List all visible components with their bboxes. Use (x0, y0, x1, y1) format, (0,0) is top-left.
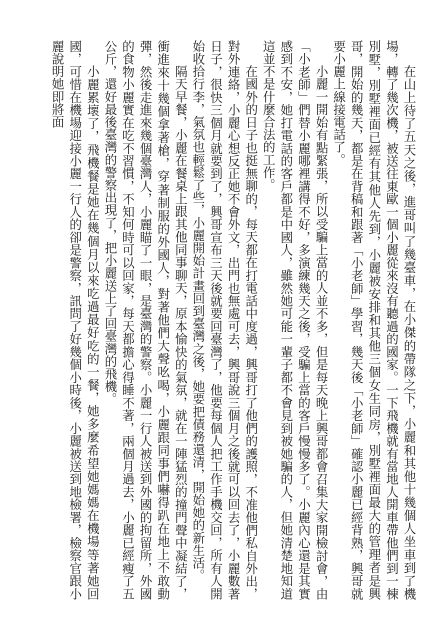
paragraph: 在山上待了五天之後，進哥叫了幾臺車，在小傑的帶隊之下，小麗和其他十幾個人坐車到了機場，轉了幾次機，被送往東歐一個小麗從來沒有聽過的國家。一下飛機就有當地人開車帶他們到一棟別墅，別墅裡面已經有其他人先到，小麗被安排和其他三個女生同房，別墅裡面最大的管理者是興哥，開始的幾天，都是在背稿和跟著「小老師」學習，幾天後「小老師」確認小麗已經背熟，興哥就要小麗上線接電話了。 (331, 40, 417, 600)
paragraph: 小麗累壞了，飛機餐是她在幾個月以來吃過最好吃的一餐，她多麼希望她媽媽在機場等著她回國，可惜在機場迎接小麗一行人的卻是警察，訊問了好幾個小時後，小麗被送到地檢署，檢察官跟小麗說明她即將面 (50, 40, 101, 600)
paragraph: 隔天早餐，小麗在餐桌上跟其他同事聊天，原本愉快的氣氛，就在一陣猛烈的撞門聲中凝結了，衝進來十幾個拿著槍，穿著制服的外國人，對著他們大聲吆喝，小麗跟同事們嚇得趴在地上不敢動彈，然後走進來幾個臺灣人，小麗瞄了一眼，是臺灣的警察。小麗一行人被送到外國的拘留所，外國的食物小麗實在吃不習慣，不知何時可以回家，每天都擔心得睡不著，兩個月過去，小麗已經瘦了五公斤，還好最後臺灣的警察出現了，把小麗送上了回臺灣的飛機。 (102, 40, 189, 600)
paragraph: 小麗一開始有點緊張，所以受騙上當的人並不多，但是每天晚上興哥都會召集大家開檢討會，由「小老師」們替小麗哪裡講得不好，多演練幾天之後，受騙上當的客戶慢慢多了。小麗內心還是其實感到不安，她打電話的客戶都是中國人，雖然她可能一輩子都不會見到被她騙的人，但她清楚地知道這並不是什麼合法的工作。 (261, 40, 330, 600)
vertical-text-body (22, 40, 418, 600)
paragraph: 在國外的日子也挺無聊的，每天都在打電話中度過，興哥打了他們的護照，不准他們私自外出，對外連絡，小麗心想反正她不會外文，出門也無處可去，興哥說三個月之後就可以回去了，小麗數著日子，很快三個月就要到了，興哥宣布三天後就要回臺灣了，他要每個人把工作手機交回，所有人開始收拾行李，氣氛也輕鬆了些，小麗開始計畫回到臺灣之後，她要把債務還清，開始她的新生活。 (190, 40, 259, 600)
